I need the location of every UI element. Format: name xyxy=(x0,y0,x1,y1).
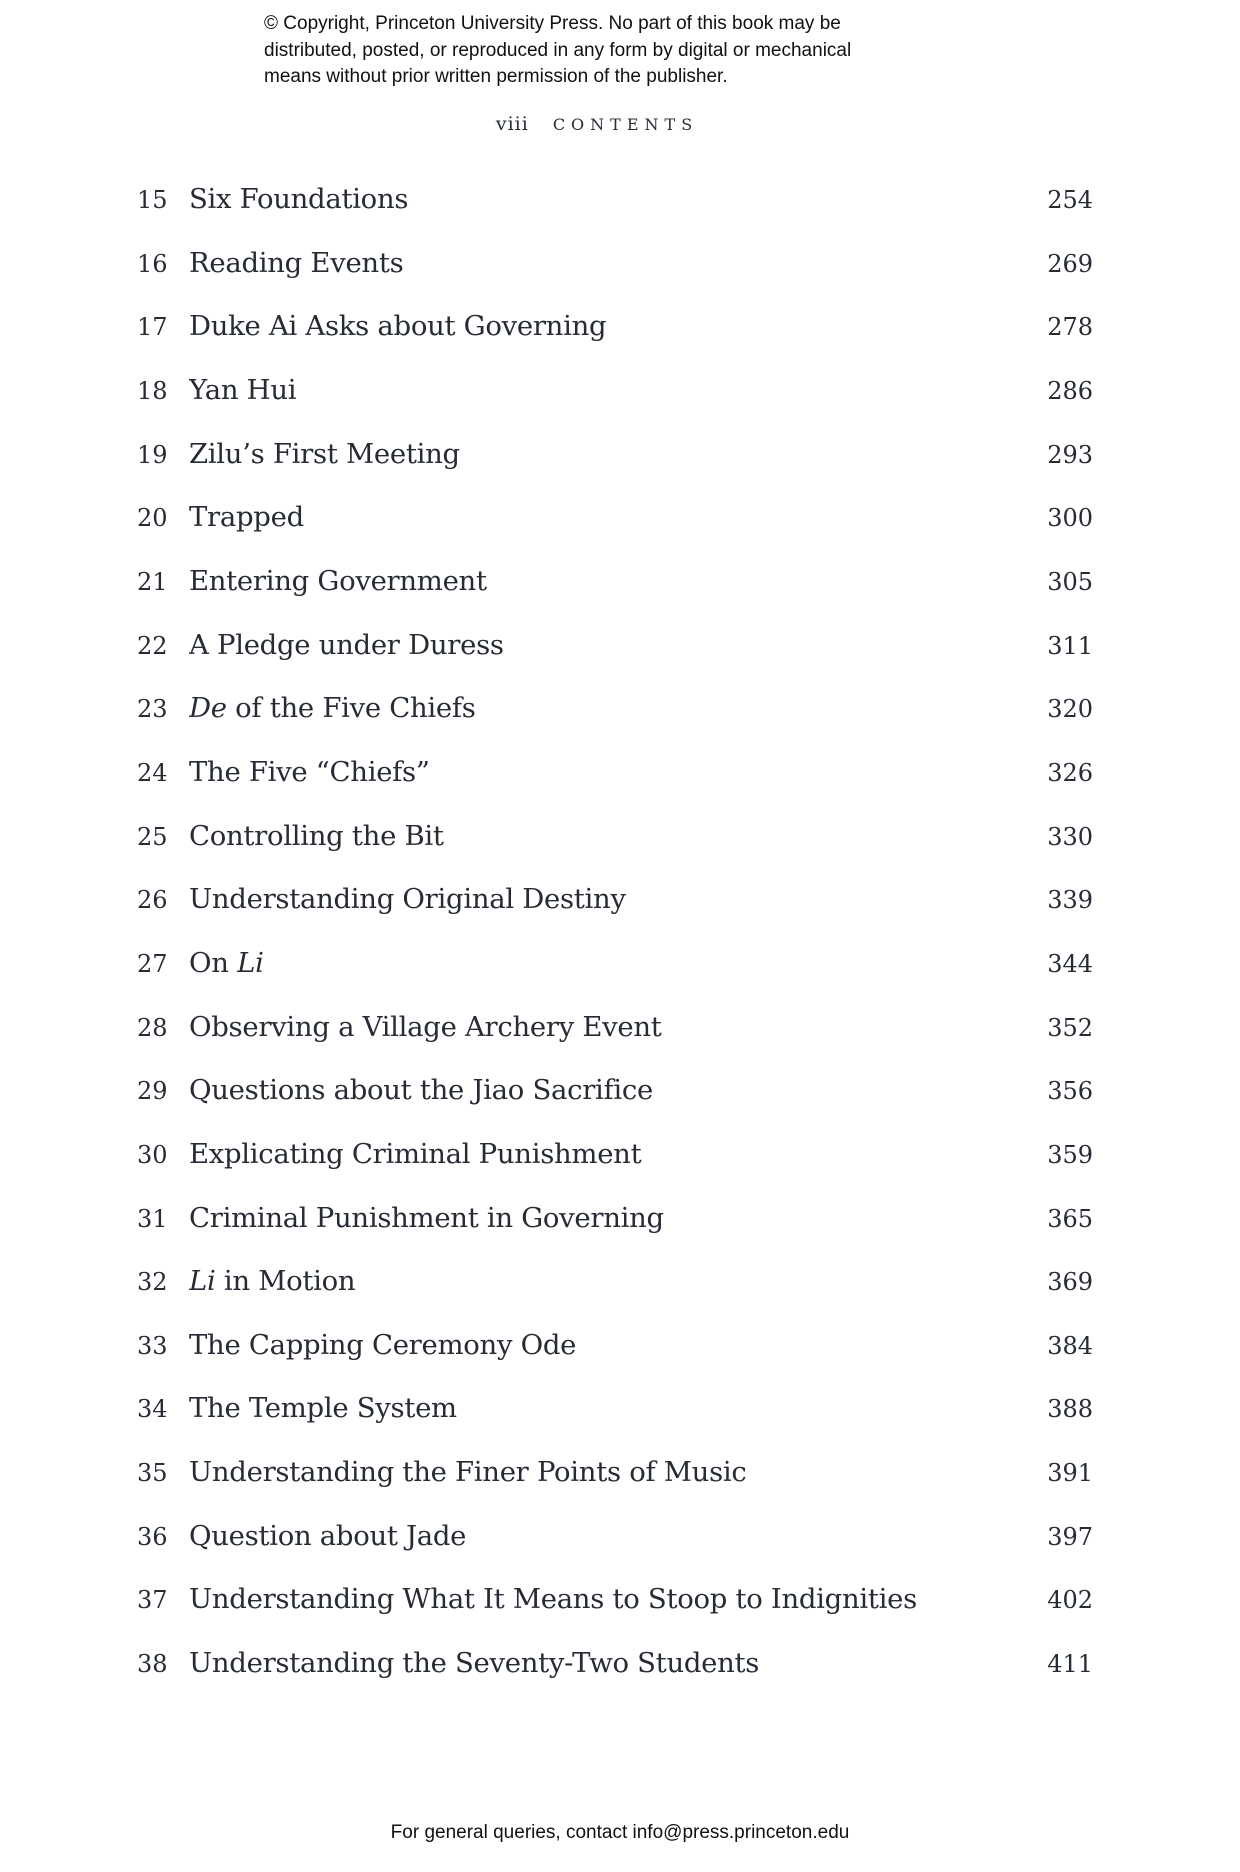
chapter-title xyxy=(189,1265,1047,1297)
chapter-title-segment: Zilu’s First Meeting xyxy=(189,437,460,470)
chapter-title xyxy=(189,1520,1047,1552)
toc-row xyxy=(137,418,1093,482)
chapter-number: 21 xyxy=(137,567,168,596)
footer-query-note: For general queries, contact info@press.princeton.edu xyxy=(390,1822,850,1843)
page-number: 305 xyxy=(1047,567,1093,596)
copyright-line-3: means without prior written permission of the publisher. xyxy=(264,66,728,87)
chapter-title-segment: Criminal Punishment in Governing xyxy=(189,1201,664,1234)
chapter-title xyxy=(189,947,1047,979)
chapter-title xyxy=(189,1138,1047,1170)
running-head xyxy=(119,113,1075,135)
toc-row xyxy=(137,290,1093,354)
chapter-title-segment: Observing a Village Archery Event xyxy=(189,1010,662,1043)
page-number: 269 xyxy=(1047,249,1093,278)
chapter-title xyxy=(189,1647,1047,1679)
chapter-number: 36 xyxy=(137,1522,168,1551)
page-number: 330 xyxy=(1047,822,1093,851)
chapter-title xyxy=(189,310,1047,342)
chapter-title-segment: in Motion xyxy=(215,1265,356,1298)
chapter-title xyxy=(189,374,1047,406)
chapter-title xyxy=(189,756,1047,788)
chapter-number: 26 xyxy=(137,886,168,915)
chapter-number: 27 xyxy=(137,949,168,978)
chapter-title-segment: Entering Government xyxy=(189,564,487,597)
chapter-title-segment: The Capping Ceremony Ode xyxy=(189,1328,577,1361)
toc-row xyxy=(137,1372,1093,1436)
toc-row xyxy=(137,1436,1093,1500)
chapter-title xyxy=(189,1011,1047,1043)
toc-row xyxy=(137,1118,1093,1182)
chapter-title-segment: Understanding the Seventy-Two Students xyxy=(189,1647,760,1680)
toc-row xyxy=(137,1500,1093,1564)
toc-row xyxy=(137,736,1093,800)
running-title: CONTENTS xyxy=(552,115,699,134)
chapter-number: 23 xyxy=(137,695,168,724)
chapter-number: 37 xyxy=(137,1586,168,1615)
toc-row xyxy=(137,1182,1093,1246)
page-number: 352 xyxy=(1047,1013,1093,1042)
chapter-title xyxy=(189,1583,1047,1615)
chapter-number: 30 xyxy=(137,1140,168,1169)
chapter-title-segment: A Pledge under Duress xyxy=(189,628,504,661)
page-number: 356 xyxy=(1047,1077,1093,1106)
chapter-title-segment: Understanding What It Means to Stoop to Indignities xyxy=(189,1583,917,1616)
toc-row xyxy=(137,609,1093,673)
chapter-number: 20 xyxy=(137,504,168,533)
chapter-number: 31 xyxy=(137,1204,168,1233)
page-number: 369 xyxy=(1047,1268,1093,1297)
chapter-number: 15 xyxy=(137,186,168,214)
toc-row xyxy=(137,863,1093,927)
toc-row xyxy=(137,1054,1093,1118)
chapter-title xyxy=(189,692,1047,724)
page-number: 359 xyxy=(1047,1140,1093,1169)
chapter-title xyxy=(189,183,1047,215)
toc-row xyxy=(137,927,1093,991)
chapter-title-segment: Yan Hui xyxy=(189,373,297,406)
toc-row xyxy=(137,227,1093,291)
page-number: 320 xyxy=(1047,695,1093,724)
page-number: 286 xyxy=(1047,376,1093,405)
chapter-number: 29 xyxy=(137,1077,168,1106)
toc-row xyxy=(137,800,1093,864)
page-number: 411 xyxy=(1047,1650,1093,1679)
chapter-title xyxy=(189,1456,1047,1488)
folio-number: viii xyxy=(495,113,529,135)
toc-row xyxy=(137,1627,1093,1691)
toc-row xyxy=(137,354,1093,418)
chapter-title-segment: Controlling the Bit xyxy=(189,819,444,852)
page-number: 278 xyxy=(1047,313,1093,342)
page-number: 391 xyxy=(1047,1459,1093,1488)
chapter-title-segment: Six Foundations xyxy=(189,183,409,215)
page-number: 388 xyxy=(1047,1395,1093,1424)
chapter-title-segment: Understanding the Finer Points of Music xyxy=(189,1456,747,1489)
chapter-number: 18 xyxy=(137,376,168,405)
chapter-title xyxy=(189,629,1047,661)
chapter-title xyxy=(189,1392,1047,1424)
toc-list xyxy=(137,163,1093,1691)
chapter-title-italic-segment: Li xyxy=(189,1265,216,1298)
toc-row xyxy=(137,481,1093,545)
chapter-number: 28 xyxy=(137,1013,168,1042)
toc-row xyxy=(137,1309,1093,1373)
page-number: 344 xyxy=(1047,949,1093,978)
page-number: 311 xyxy=(1047,631,1093,660)
page-number: 397 xyxy=(1047,1522,1093,1551)
copyright-line-2: distributed, posted, or reproduced in any form by digital or mechanical xyxy=(264,39,852,61)
toc-row xyxy=(137,163,1093,227)
chapter-title-segment: Question about Jade xyxy=(189,1519,467,1552)
chapter-number: 35 xyxy=(137,1459,168,1488)
toc-row xyxy=(137,672,1093,736)
chapter-number: 25 xyxy=(137,822,168,851)
chapter-title-segment: Reading Events xyxy=(189,246,404,279)
chapter-number: 32 xyxy=(137,1268,168,1297)
toc-row xyxy=(137,545,1093,609)
chapter-title xyxy=(189,883,1047,915)
chapter-title-segment: Duke Ai Asks about Governing xyxy=(189,310,607,343)
chapter-title-italic-segment: De xyxy=(189,692,227,725)
page-number: 254 xyxy=(1047,186,1093,214)
chapter-title-segment: Understanding Original Destiny xyxy=(189,883,626,916)
page-number: 402 xyxy=(1047,1586,1093,1615)
chapter-title-italic-segment: Li xyxy=(237,946,264,979)
chapter-title-segment: Explicating Criminal Punishment xyxy=(189,1137,642,1170)
chapter-title-segment: On xyxy=(189,946,238,979)
chapter-title xyxy=(189,1074,1047,1106)
page-number: 384 xyxy=(1047,1331,1093,1360)
toc-row xyxy=(137,991,1093,1055)
chapter-title-segment: of the Five Chiefs xyxy=(226,692,476,725)
copyright-notice xyxy=(264,11,984,91)
page-number: 365 xyxy=(1047,1204,1093,1233)
chapter-title xyxy=(189,820,1047,852)
chapter-title-segment: Trapped xyxy=(189,501,304,534)
page-number: 339 xyxy=(1047,886,1093,915)
page-number: 326 xyxy=(1047,758,1093,787)
chapter-title xyxy=(189,501,1047,533)
chapter-title xyxy=(189,1329,1047,1361)
chapter-title-segment: The Temple System xyxy=(189,1392,457,1425)
chapter-number: 38 xyxy=(137,1650,168,1679)
chapter-number: 17 xyxy=(137,313,168,342)
chapter-title xyxy=(189,565,1047,597)
chapter-number: 34 xyxy=(137,1395,168,1424)
chapter-number: 24 xyxy=(137,758,168,787)
chapter-title-segment: Questions about the Jiao Sacrifice xyxy=(189,1074,653,1107)
chapter-title xyxy=(189,247,1047,279)
chapter-number: 33 xyxy=(137,1331,168,1360)
toc-row xyxy=(137,1245,1093,1309)
page-number: 300 xyxy=(1047,504,1093,533)
toc-row xyxy=(137,1563,1093,1627)
page-number: 293 xyxy=(1047,440,1093,469)
chapter-title-segment: The Five “Chiefs” xyxy=(189,755,430,788)
chapter-number: 19 xyxy=(137,440,168,469)
chapter-number: 16 xyxy=(137,249,168,278)
chapter-title xyxy=(189,1202,1047,1234)
copyright-line-1: © Copyright, Princeton University Press. No part of this book may be xyxy=(264,13,841,34)
chapter-title xyxy=(189,438,1047,470)
chapter-number: 22 xyxy=(137,631,168,660)
